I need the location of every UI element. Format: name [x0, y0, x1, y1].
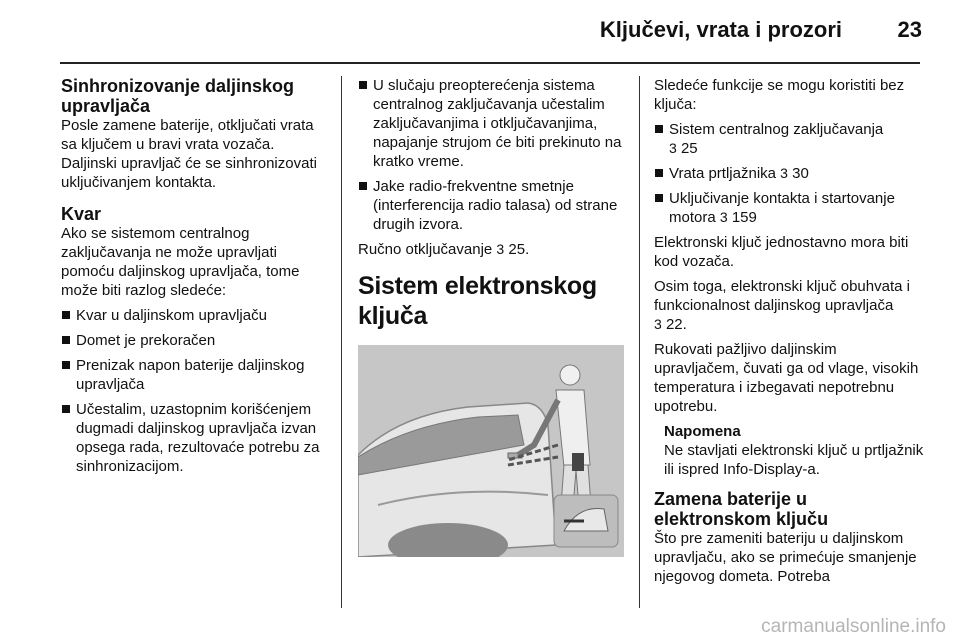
chapter-title: Ključevi, vrata i prozori — [599, 17, 842, 42]
page-ref-icon: 3 — [654, 316, 662, 332]
page-ref-link[interactable]: 25. — [508, 241, 530, 258]
heading-sync-remote: Sinhronizovanje daljinskog upravljača — [61, 76, 295, 116]
paragraph-fault: Ako se sistemom centralnog zaključavanja ne može upravljati pomoću daljinskog upravljača, tome može biti razlog sledeće: — [61, 225, 300, 299]
overload-list — [358, 76, 624, 234]
column-divider — [639, 76, 640, 608]
page-ref-icon: 3 — [496, 241, 505, 257]
column-1 — [61, 76, 331, 482]
features-list — [654, 120, 924, 227]
watermark: carmanualsonline.info — [761, 616, 946, 637]
page-ref-icon: 3 — [719, 209, 728, 225]
list-item: Uključivanje kontakta i startovanje motora 3 159 — [654, 189, 924, 227]
list-item: Domet je prekoračen — [61, 331, 331, 350]
list-item: Kvar u daljinskom upravljaču — [61, 306, 331, 325]
manual-unlock-line: Ručno otključavanje 3 25. — [358, 241, 530, 258]
list-item: Jake radio-frekventne smetnje (interferencija radio talasa) od strane drugih izvora. — [358, 177, 624, 234]
column-3 — [654, 76, 924, 592]
heading-battery-replacement: Zamena baterije u elektronskom ključu — [654, 489, 829, 529]
paragraph-intro: Sledeće funkcije se mogu koristiti bez ključa: — [654, 77, 905, 113]
list-item: Sistem centralnog zaključavanja 3 25 — [654, 120, 924, 158]
page-header — [0, 0, 960, 62]
page-ref-link[interactable]: 25 — [680, 140, 698, 157]
car-door-illustration — [358, 345, 624, 557]
list-item: Učestalim, uzastopnim korišćenjem dugmadi daljinskog upravljača izvan opsega rada, rezultovaće potrebu za sinhronizacijom. — [61, 400, 331, 476]
page-ref-link[interactable]: 22. — [665, 316, 687, 333]
illustration-keyless-entry — [358, 345, 624, 557]
note-box — [654, 422, 924, 479]
column-divider — [341, 76, 342, 608]
page-ref-link[interactable]: 159 — [731, 209, 757, 226]
paragraph-remote-function: Osim toga, elektronski ključ obuhvata i funkcionalnost daljinskog upravljača 3 22. — [654, 278, 910, 333]
paragraph-key-location: Elektronski ključ jednostavno mora biti kod vozača. — [654, 234, 909, 270]
note-title: Napomena — [664, 423, 741, 440]
page-ref-link[interactable]: 30 — [792, 165, 809, 182]
page-number: 23 — [897, 17, 922, 42]
list-item: Prenizak napon baterije daljinskog upravljača — [61, 356, 331, 394]
section-title: Sistem elektronskog ključa — [358, 272, 597, 330]
page-ref-icon: 3 — [669, 140, 677, 156]
paragraph-sync: Posle zamene baterije, otključati vrata sa ključem u bravi vrata vozača. Daljinski upravljač će se sinhronizovati uključivanjem kontakta. — [61, 117, 317, 191]
heading-fault: Kvar — [61, 204, 102, 224]
column-2 — [358, 76, 624, 557]
paragraph-care: Rukovati pažljivo daljinskim upravljačem, čuvati ga od vlage, visokih temperatura i izbegavati nepotrebnu upotrebu. — [654, 341, 919, 415]
paragraph-battery: Što pre zameniti bateriju u daljinskom upravljaču, ako se primećuje smanjenje njegovog dometa. Potreba — [654, 530, 917, 585]
header-rule — [60, 62, 920, 64]
list-item: U slučaju preopterećenja sistema centralnog zaključavanja učestalim zaključavanjima i otključavanjima, napajanje strujom će biti prekinuto na kratko vreme. — [358, 76, 624, 171]
page-ref-icon: 3 — [780, 165, 788, 181]
fault-list — [61, 306, 331, 476]
note-body: Ne stavljati elektronski ključ u prtljažnik ili ispred Info-Display-a. — [664, 442, 924, 478]
list-item: Vrata prtljažnika 3 30 — [654, 164, 924, 183]
